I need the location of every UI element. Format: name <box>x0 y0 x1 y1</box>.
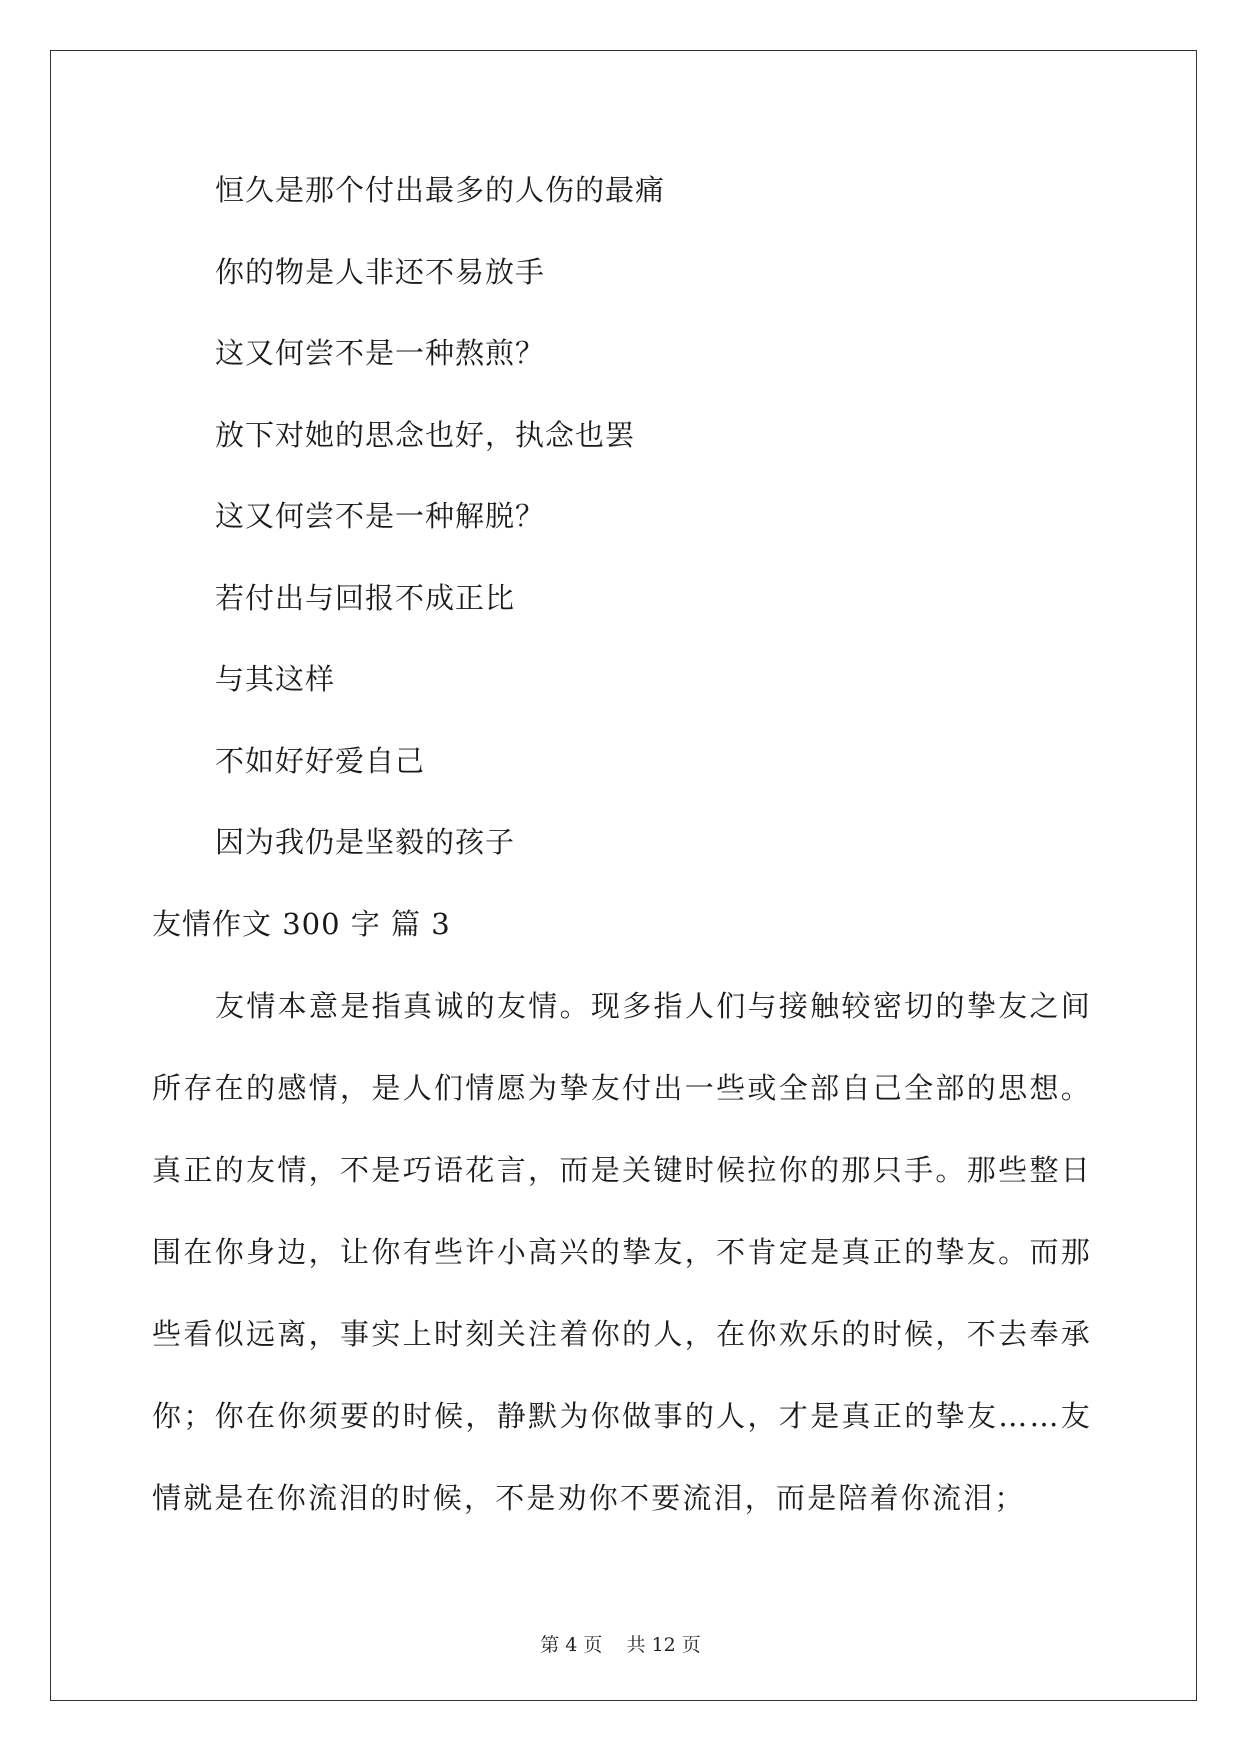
page-footer <box>0 1630 1241 1657</box>
section-heading: 友情作文 300 字 篇 3 <box>152 906 451 941</box>
poem-line: 因为我仍是坚毅的孩子 <box>215 825 516 859</box>
poem-line: 恒久是那个付出最多的人伤的最痛 <box>215 173 666 207</box>
poem-line: 不如好好爱自己 <box>215 743 426 778</box>
body-paragraph: 友情本意是指真诚的友情。现多指人们与接触较密切的挚友之间所存在的感情，是人们情愿为挚友付出一些或全部自己全部的思想。真正的友情，不是巧语花言，而是关键时候拉你的那只手。那些整日围在你身边，让你有些许小高兴的挚友，不肯定是真正的挚友。而那些看似远离，事实上时刻关注着你的人，在你欢乐的时候，不去奉承你；你在你须要的时候，静默为你做事的人，才是真正的挚友……友情就是在你流泪的时候，不是劝你不要流泪，而是陪着你流泪； <box>152 988 1092 1515</box>
poem-line: 这又何尝不是一种解脱？ <box>215 499 546 533</box>
poem-line: 这又何尝不是一种熬煎？ <box>215 336 546 370</box>
poem-line: 与其这样 <box>215 662 336 696</box>
document-content <box>152 150 1092 1539</box>
page-number-label: 第 4 页 共 12 页 <box>540 1634 701 1656</box>
poem-line: 放下对她的思念也好，执念也罢 <box>215 417 636 452</box>
poem-line: 若付出与回报不成正比 <box>215 580 516 615</box>
poem-line: 你的物是人非还不易放手 <box>215 254 546 289</box>
